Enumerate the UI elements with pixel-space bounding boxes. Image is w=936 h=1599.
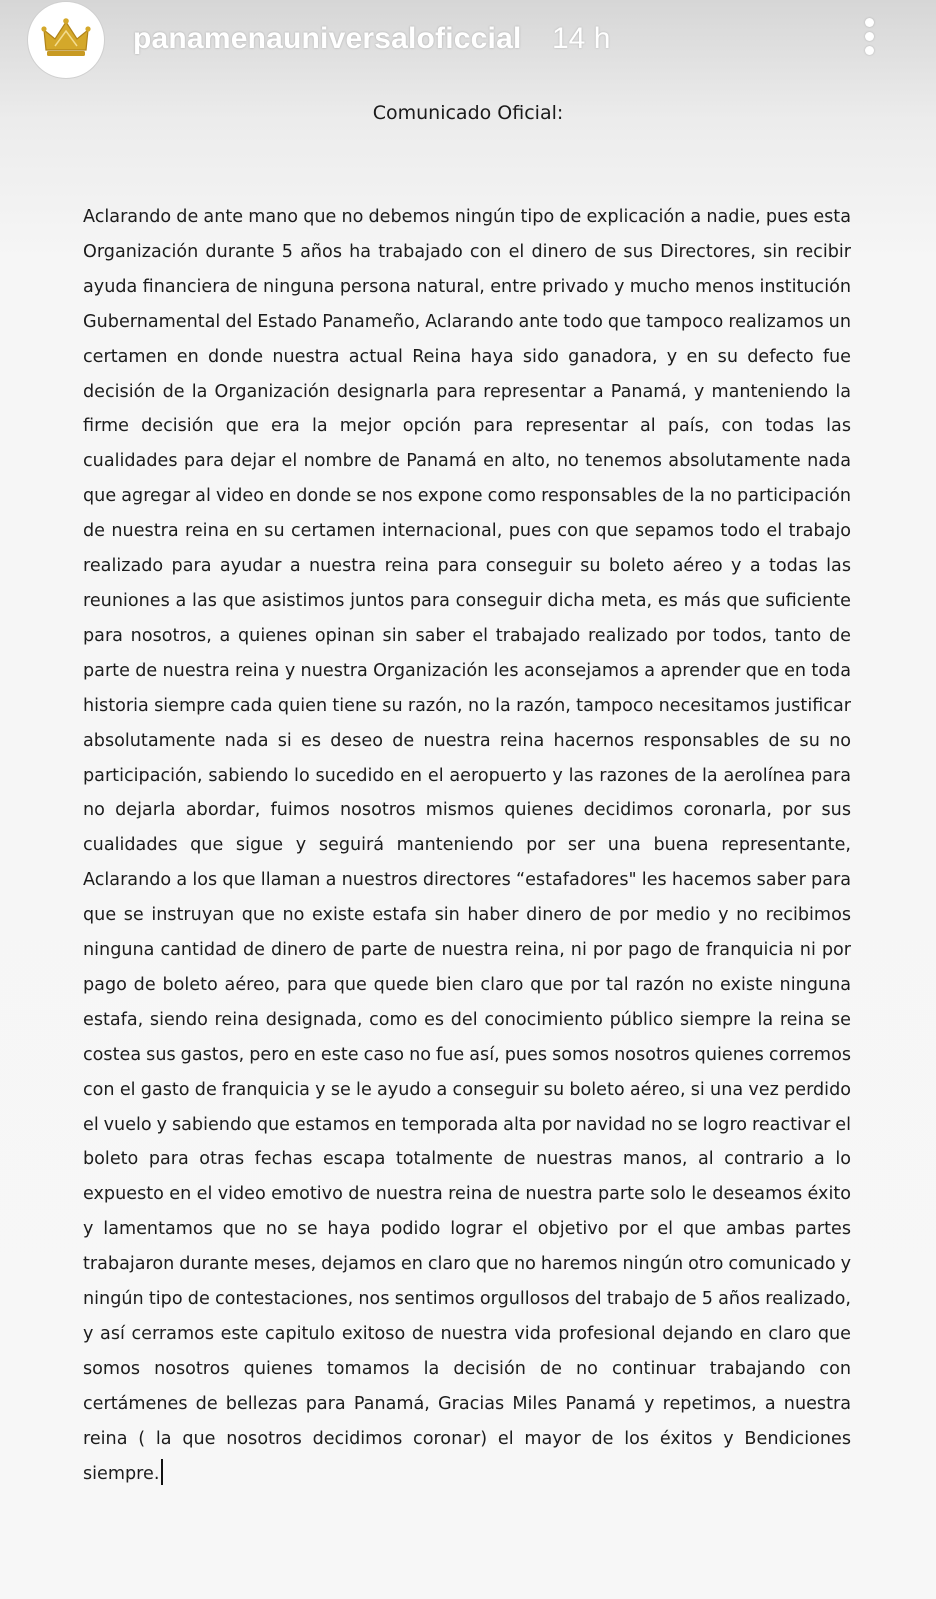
username[interactable]: panamenauniversaloficcial — [133, 22, 522, 55]
crown-icon — [41, 16, 91, 64]
post-time: 14 h — [552, 22, 611, 55]
more-vertical-icon-dot — [865, 32, 874, 41]
story-header — [0, 0, 936, 80]
profile-avatar[interactable] — [28, 2, 104, 78]
document-body-text: Aclarando de ante mano que no debemos ningún tipo de explicación a nadie, pues esta Organización durante 5 años ha trabajado con el dinero de sus Directores, sin recibir ayuda financiera de ninguna persona natural, entre privado y mucho menos institución Gubernamental del Estado Panameño, Aclarando ante todo que tampoco realizamos un certamen en donde nuestra actual Reina haya sido ganadora, y en su defecto fue decisión de la Organización designarla para representar a Panamá, y manteniendo la firme decisión que era la mejor opción para representar al país, con todas las cualidades para dejar el nombre de Panamá en alto, no tenemos absolutamente nada que agregar al video en donde se nos expone como responsables de la no participación de nuestra reina en su certamen internacional, pues con que sepamos todo el trabajo realizado para ayudar a nuestra reina para conseguir su boleto aéreo y a todas las reuniones a las que asistimos juntos para conseguir dicha meta, es más que suficiente para nosotros, a quienes opinan sin saber el trabajado realizado por todos, tanto de parte de nuestra reina y nuestra Organización les aconsejamos a aprender que en toda historia siempre cada quien tiene su razón, no la razón, tampoco necesitamos justificar absolutamente nada si es deseo de nuestra reina hacernos responsables de su no participación, sabiendo lo sucedido en el aeropuerto y las razones de la aerolínea para no dejarla abordar, fuimos nosotros mismos quienes decidimos coronarla, por sus cualidades que sigue y seguirá manteniendo por ser una buena representante, Aclarando a los que llaman a nuestros directores “estafadores" les hacemos saber para que se instruyan que no existe estafa sin haber dinero de por medio y no recibimos ninguna cantidad de dinero de parte de nuestra reina, ni por pago de franquicia ni por pago de boleto aéreo, para que quede bien claro que por tal razón no existe ninguna estafa, siendo reina designada, como es del conocimiento público siempre la reina se costea sus gastos, pero en este caso no fue así, pues somos nosotros quienes corremos con el gasto de franquicia y se le ayudo a conseguir su boleto aéreo, si una vez perdido el vuelo y sabiendo que estamos en temporada alta por navidad no se logro reactivar el boleto para otras fechas escapa totalmente de nuestras manos, al contrario a lo expuesto en el video emotivo de nuestra reina de nuestra parte solo le deseamos éxito y lamentamos que no se haya podido lograr el objetivo por el que ambas partes trabajaron durante meses, dejamos en claro que no haremos ningún otro comunicado y ningún tipo de contestaciones, nos sentimos orgullosos del trabajo de 5 años realizado, y así cerramos este capitulo exitoso de nuestra vida profesional dejando en claro que somos nosotros quienes tomamos la decisión de no continuar trabajando con certámenes de bellezas para Panamá, Gracias Miles Panamá y repetimos, a nuestra reina ( la que nosotros decidimos coronar) el mayor de los éxitos y Bendiciones siempre. — [83, 207, 851, 1484]
more-vertical-icon — [865, 18, 874, 27]
more-vertical-icon-dot — [865, 46, 874, 55]
text-cursor — [161, 1459, 163, 1485]
document-title: Comunicado Oficial: — [372, 102, 564, 124]
more-options-button[interactable] — [858, 14, 882, 58]
document-body — [83, 200, 851, 1492]
